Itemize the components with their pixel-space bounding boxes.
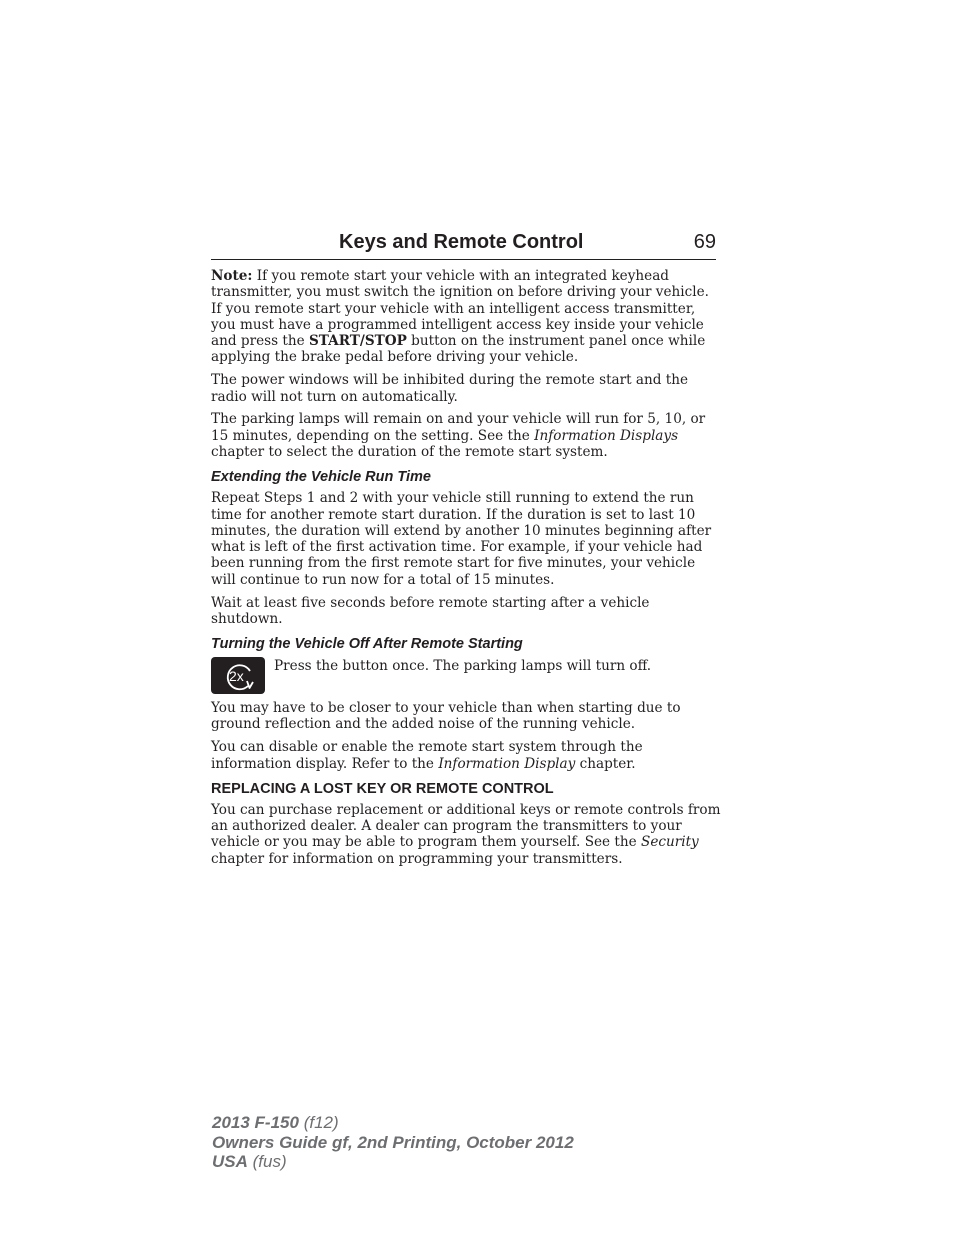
paragraph-replacing: You can purchase replacement or additional keys or remote controls from an authorized dealer. A dealer can program the transmitters to your vehicle or you may be able to program them yourself. See the Security chapter for information on programming your transmitters.	[211, 801, 721, 867]
icon-2x-label: 2x	[229, 667, 244, 684]
icon-instruction-row	[211, 657, 721, 694]
paragraph-parking-lamps: The parking lamps will remain on and your vehicle will run for 5, 10, or 15 minutes, depending on the setting. See the Information Displays chapter to select the duration of the remote start system.	[211, 411, 706, 460]
note-paragraph: Note: If you remote start your vehicle with an integrated keyhead transmitter, you must switch the ignition on before driving your vehicle. If you remote start your vehicle with an intelligent access transmitter, you must have a programmed intelligent access key inside your vehicle and press the START/STOP button on the instrument panel once while applying the brake pedal before driving your vehicle.	[211, 268, 709, 366]
start-stop-label: START/STOP	[308, 333, 407, 350]
paragraph-power-windows: The power windows will be inhibited during the remote start and the radio will not turn on automatically.	[211, 372, 689, 405]
note-label: Note:	[211, 268, 253, 284]
heading-extending-run-time: Extending the Vehicle Run Time	[211, 469, 431, 486]
footer-line-1: 2013 F-150 (f12)	[212, 1113, 339, 1132]
cross-reference: Security	[641, 834, 699, 851]
cross-reference: Information Displays	[534, 427, 679, 444]
heading-replacing-key: REPLACING A LOST KEY OR REMOTE CONTROL	[211, 780, 554, 797]
page-footer	[212, 1113, 574, 1172]
paragraph-disable-enable: You can disable or enable the remote start system through the information display. Refer to the Information Display chapter.	[211, 739, 643, 772]
cross-reference: Information Display	[438, 755, 576, 772]
footer-line-2: Owners Guide gf, 2nd Printing, October 2012	[212, 1132, 574, 1152]
page-content	[211, 268, 721, 874]
paragraph-wait: Wait at least five seconds before remote starting after a vehicle shutdown.	[211, 594, 650, 627]
heading-turning-off: Turning the Vehicle Off After Remote Starting	[211, 636, 523, 653]
remote-start-2x-icon	[211, 657, 265, 694]
paragraph-press-button: Press the button once. The parking lamps will turn off.	[274, 658, 652, 675]
paragraph-closer: You may have to be closer to your vehicle than when starting due to ground reflection and the added noise of the running vehicle.	[211, 700, 681, 733]
chapter-title: Keys and Remote Control	[339, 231, 584, 253]
page-header	[211, 229, 716, 260]
paragraph-extend-steps: Repeat Steps 1 and 2 with your vehicle still running to extend the run time for another remote start duration. If the duration is set to last 10 minutes, the duration will extend by another 10 minutes beginning after what is left of the first activation time. For example, if your vehicle had been running from the first remote start for five minutes, your vehicle will continue to run now for a total of 15 minutes.	[211, 490, 712, 588]
footer-line-3: USA (fus)	[212, 1152, 287, 1171]
page-number: 69	[693, 231, 716, 253]
